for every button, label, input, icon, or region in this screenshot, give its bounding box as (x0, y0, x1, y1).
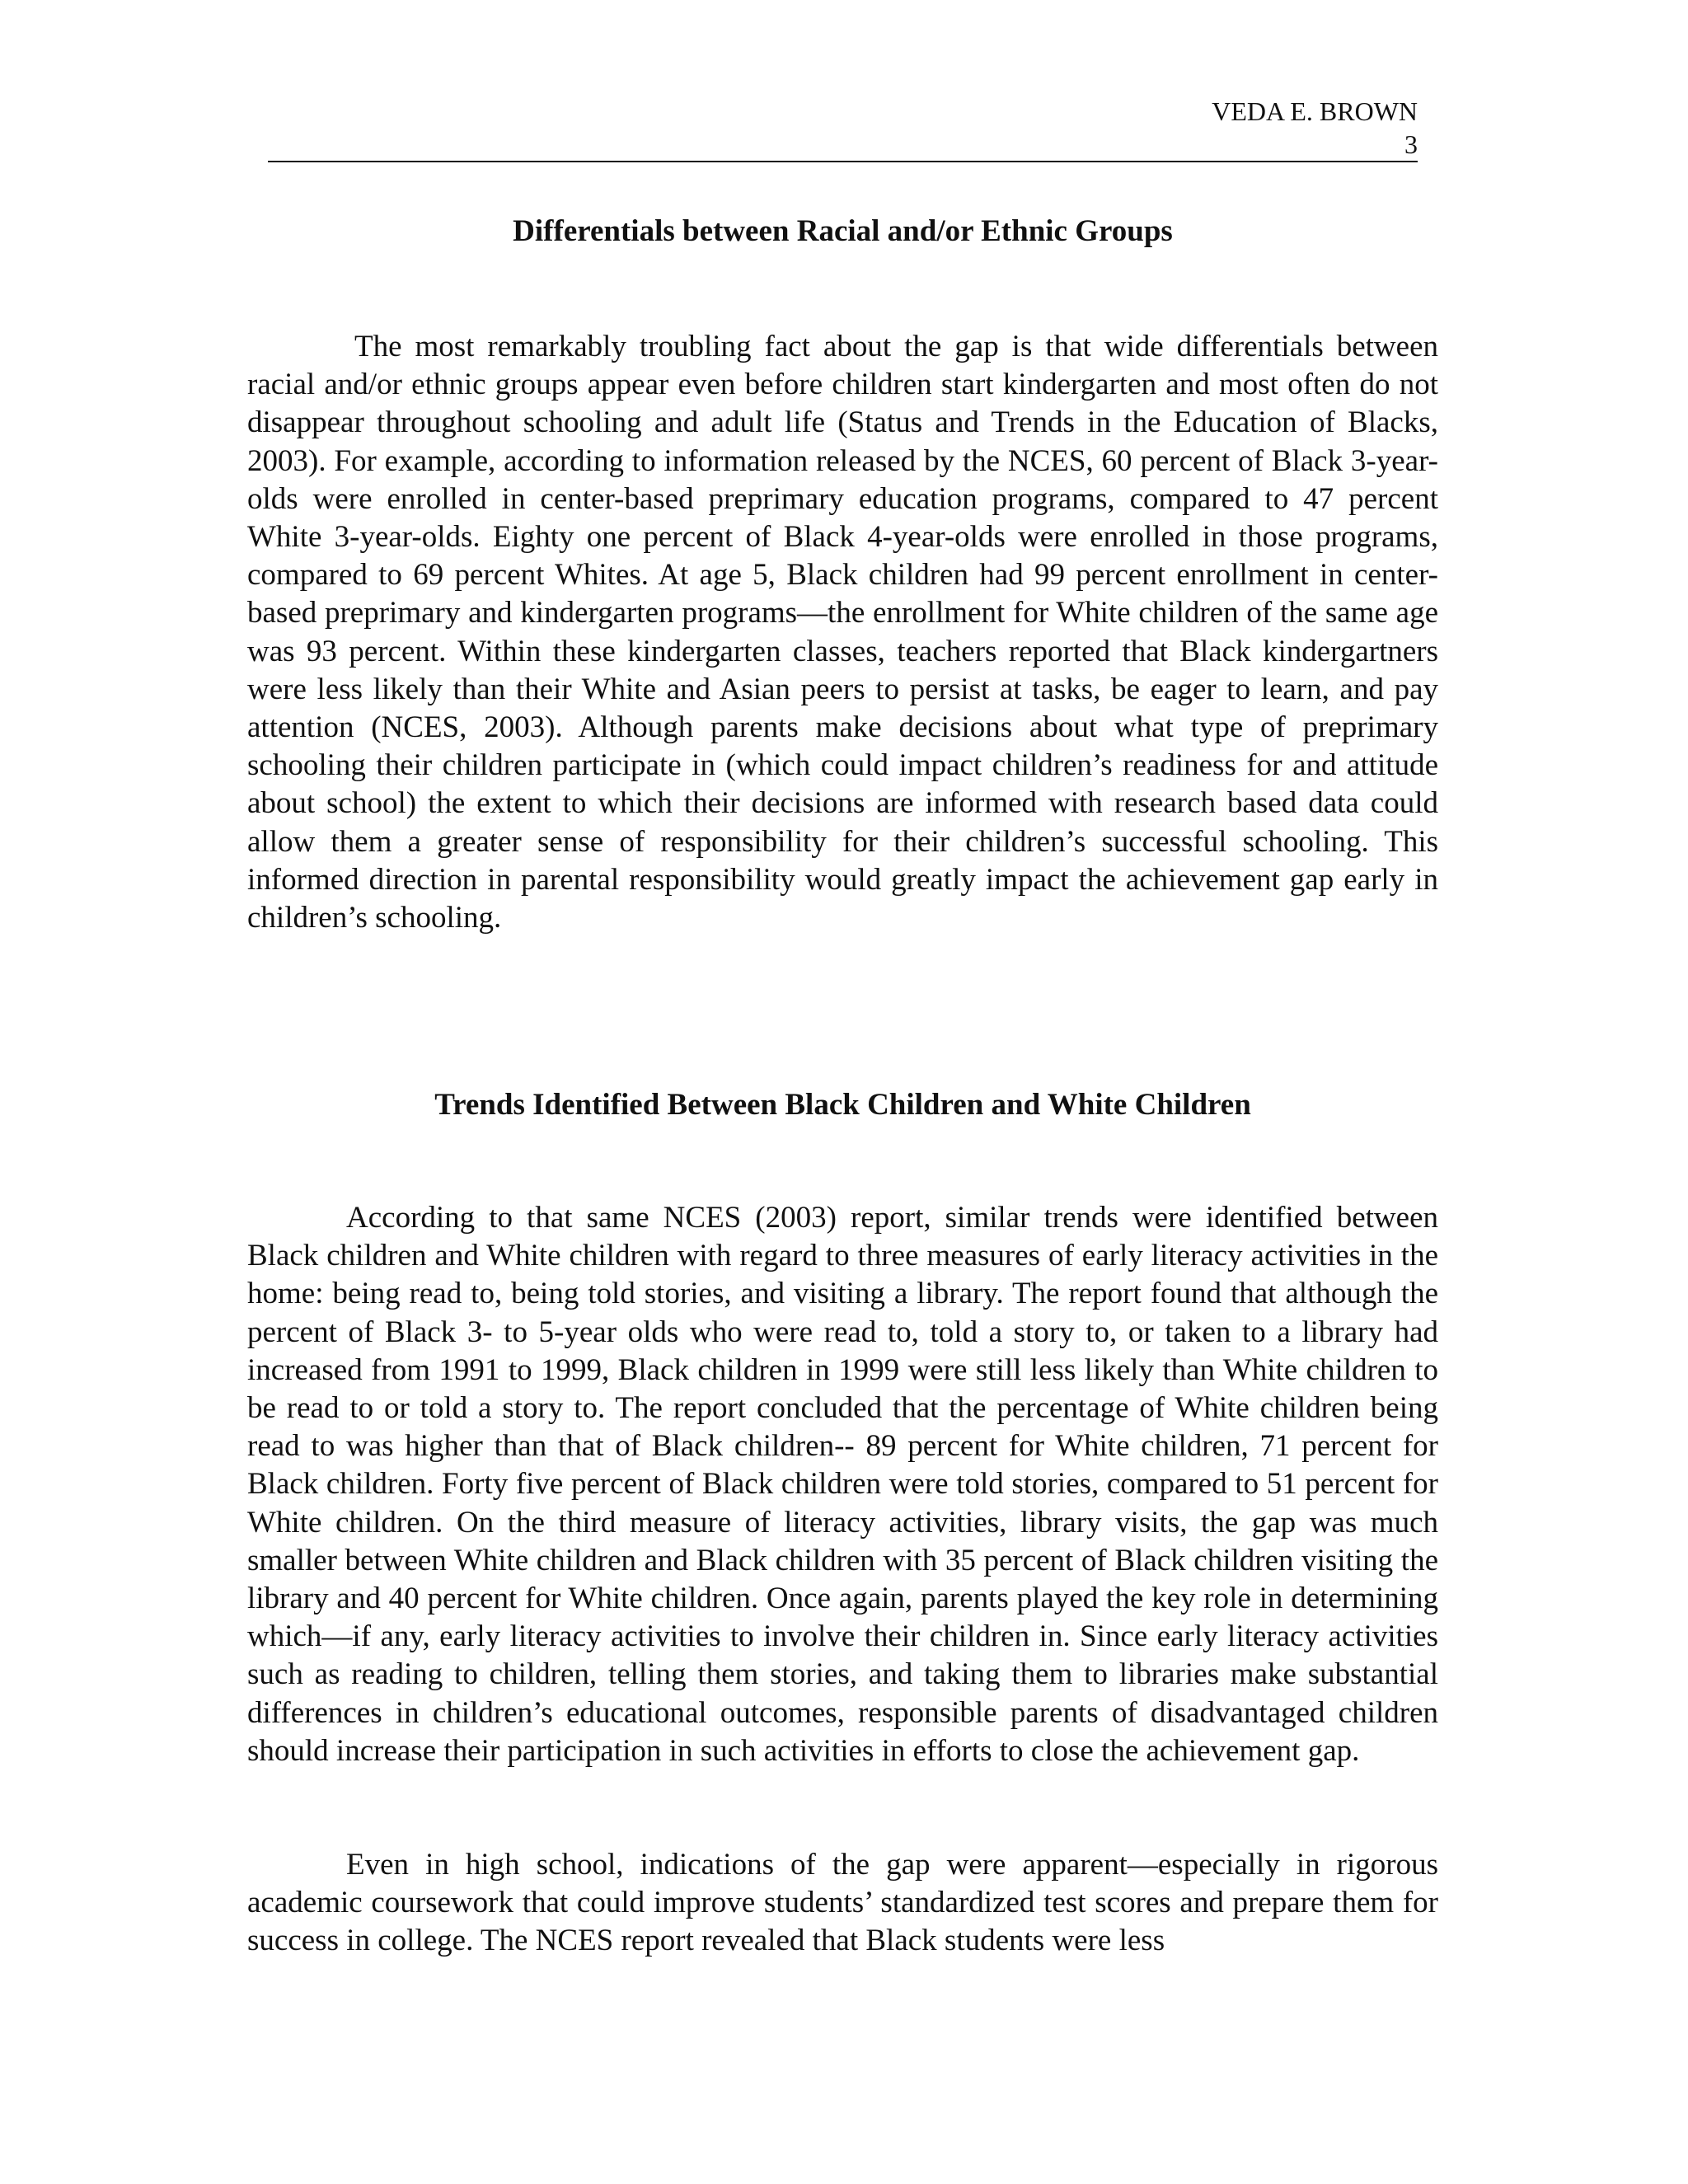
header-rule (268, 161, 1418, 162)
header-author: VEDA E. BROWN (1212, 96, 1418, 126)
section-heading-trends: Trends Identified Between Black Children and White Children (434, 1088, 1251, 1122)
paragraph-trends-literacy: According to that same NCES (2003) report, similar trends were identified between Black children and White children with regard to three measures of early literacy activities in the home: being read to, being told stories, and visiting a library. The report found that although the percent of Black 3- to 5-year olds who were read to, told a story to, or taken to a library had increased from 1991 to 1999, Black children in 1999 were still less likely than White children to be read to or told a story to. The report concluded that the percentage of White children being read to was higher than that of Black children-- 89 percent for White children, 71 percent for Black children. Forty five percent of Black children were told stories, compared to 51 percent for White children. On the third measure of literacy activities, library visits, the gap was much smaller between White children and Black children with 35 percent of Black children visiting the library and 40 percent for White children. Once again, parents played the key role in determining which—if any, early literacy activities to involve their children in. Since early literacy activities such as reading to children, telling them stories, and taking them to libraries make substantial differences in children’s educational outcomes, responsible parents of disadvantaged children should increase their participation in such activities in efforts to close the achievement gap. (247, 1201, 1438, 1768)
running-header (268, 95, 1418, 161)
section-heading-differentials: Differentials between Racial and/or Ethnic Groups (513, 214, 1173, 248)
page-number: 3 (1404, 129, 1418, 159)
paragraph-differentials: The most remarkably troubling fact about the gap is that wide differentials between racial and/or ethnic groups appear even before children start kindergarten and most often do not disappear throughout schooling and adult life (Status and Trends in the Education of Blacks, 2003). For example, according to information released by the NCES, 60 percent of Black 3-year-olds were enrolled in center-based preprimary education programs, compared to 47 percent White 3-year-olds. Eighty one percent of Black 4-year-olds were enrolled in those programs, compared to 69 percent Whites. At age 5, Black children had 99 percent enrollment in center-based preprimary and kindergarten programs—the enrollment for White children of the same age was 93 percent. Within these kindergarten classes, teachers reported that Black kindergartners were less likely than their White and Asian peers to persist at tasks, be eager to learn, and pay attention (NCES, 2003). Although parents make decisions about what type of preprimary schooling their children participate in (which could impact children’s readiness for and attitude about school) the extent to which their decisions are informed with research based data could allow them a greater sense of responsibility for their children’s successful schooling. This informed direction in parental responsibility would greatly impact the achievement gap early in children’s schooling. (247, 330, 1438, 935)
paragraph-trends-high-school: Even in high school, indications of the gap were apparent—especially in rigorous academic coursework that could improve students’ standardized test scores and prepare them for success in college. The NCES report revealed that Black students were less (247, 1848, 1438, 1958)
